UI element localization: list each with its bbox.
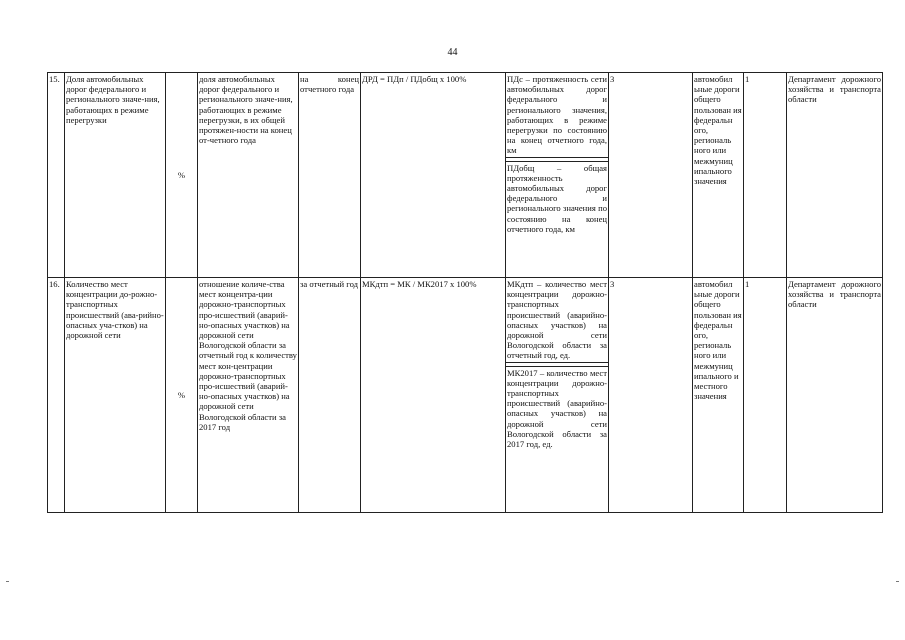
responsible-cell: Департамент дорожного хозяйства и транспорта области (787, 73, 883, 278)
period-cell: за отчетный год (299, 278, 361, 513)
period-cell: на конец отчетного года (299, 73, 361, 278)
table-row (48, 278, 883, 513)
indicator-name: Количество мест концентрации до-рожно-транспортных происшествий (ава-рийно-опасных уча-стков) на дорожной сети (65, 278, 166, 513)
row-number: 15. (48, 73, 65, 278)
table-row (48, 73, 883, 278)
page-number: 44 (447, 47, 458, 58)
scope-cell: автомобил ьные дороги общего пользован ия федеральн ого, региональ ного или межмуниц ипального значения (693, 73, 744, 278)
responsible-cell: Департамент дорожного хозяйства и транспорта области (787, 278, 883, 513)
unit-cell: % (166, 73, 198, 278)
row-number: 16. (48, 278, 65, 513)
frequency-cell: 1 (744, 278, 787, 513)
variables-cell (506, 278, 609, 513)
variable-description: МК2017 – количество мест концентрации дорожно-транспортных происшествий (аварийно-опасных участков) на дорожной сети Вологодской области за 2017 год, ед. (507, 367, 607, 450)
method-cell: 3 (609, 278, 693, 513)
formula-cell: ДРД = ПДп / ПДобщ x 100% (361, 73, 506, 278)
scope-cell: автомобил ьные дороги общего пользован ия федеральн ого, региональ ного или межмуниц ипального и местного значения (693, 278, 744, 513)
definition-cell: доля автомобильных дорог федерального и регионального значе-ния, работающих в режиме перегрузки, в их общей протяжен-ности на конец от-четного года (198, 73, 299, 278)
definition-cell: отношение количе-ства мест концентра-ции дорожно-транспортных про-исшествий (аварий-но-опасных участков) на дорожной сети Вологодской области за отчетный год к количеству мест кон-центрации дорожно-транспортных про-исшествий (аварий-но-опасных участков) на дорожной сети Вологодской области за 2017 год (198, 278, 299, 513)
indicator-name: Доля автомобильных дорог федерального и регионального значе-ния, работающих в режиме перегрузки (65, 73, 166, 278)
variable-description: МКдтп – количество мест концентрации дорожно-транспортных происшествий (аварийно-опасных участков) на дорожной сети Вологодской области за отчетный год, ед. (506, 278, 608, 363)
unit-cell: % (166, 278, 198, 513)
scan-edge-mark (896, 581, 899, 582)
variable-description: ПДс – протяженность сети автомобильных дорог федерального и регионального значения, работающих в режиме перегрузки по состоянию на конец отчетного года, км (506, 73, 608, 158)
method-cell: 3 (609, 73, 693, 278)
variables-cell (506, 73, 609, 278)
indicators-table (47, 72, 883, 513)
variable-description: ПДобщ – общая протяженность автомобильных дорог федерального и регионального значения по состоянию на конец отчетного года, км (507, 162, 607, 234)
frequency-cell: 1 (744, 73, 787, 278)
formula-cell: МКдтп = МК / МК2017 x 100% (361, 278, 506, 513)
scan-edge-mark (6, 581, 9, 582)
